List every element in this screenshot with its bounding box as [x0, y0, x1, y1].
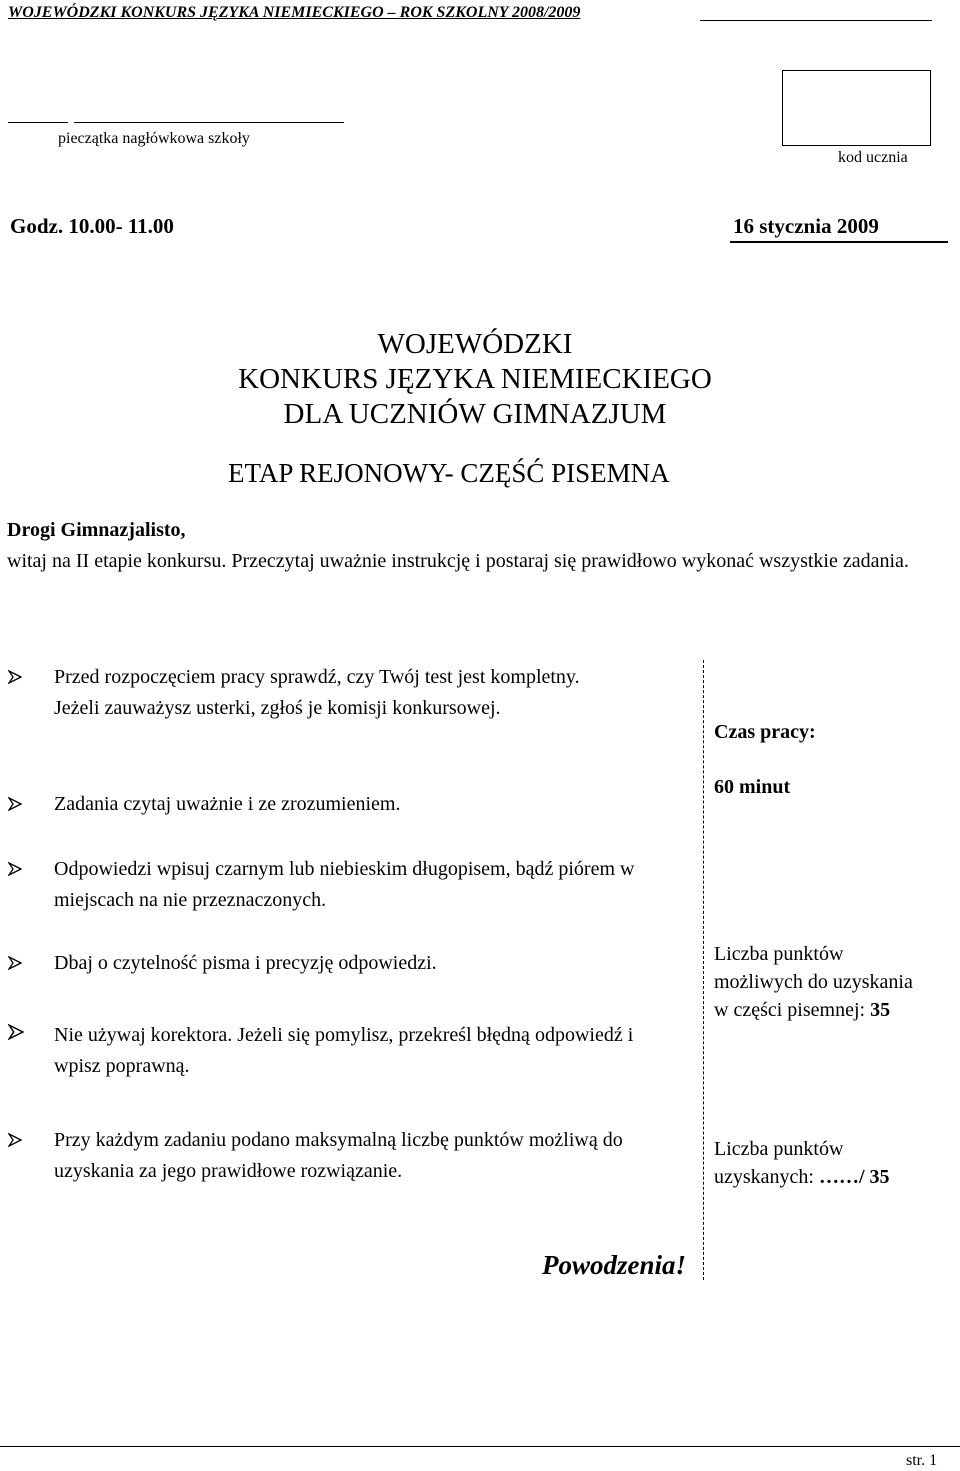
max-points-label: Liczba punktów możliwych do uzyskania w części pisemnej: — [714, 943, 913, 1021]
work-time-value: 60 minut — [714, 776, 791, 798]
arrow-bullet-icon — [8, 862, 22, 876]
good-luck-text: Powodzenia! — [542, 1250, 687, 1280]
student-code-box[interactable] — [782, 70, 931, 146]
dashed-divider — [703, 660, 704, 1280]
instruction-item: Dbaj o czytelność pisma i precyzję odpowiedzi. — [54, 952, 437, 974]
earned-points-value[interactable]: ……/ 35 — [818, 1166, 890, 1188]
arrow-bullet-icon — [8, 1024, 22, 1038]
date-underline — [730, 241, 948, 243]
work-time-label: Czas pracy: — [714, 721, 816, 743]
intro-text: witaj na II etapie konkursu. Przeczytaj uważnie instrukcję i postaraj się prawidłowo wykonać wszystkie zadania. — [7, 550, 909, 572]
contest-title — [170, 327, 780, 432]
footer-rule — [0, 1446, 960, 1447]
stamp-line — [74, 122, 344, 123]
school-stamp-label: pieczątka nagłówkowa szkoły — [58, 130, 250, 147]
arrow-bullet-icon — [8, 956, 22, 970]
arrow-bullet-icon — [8, 670, 22, 684]
page-number: str. 1 — [906, 1452, 938, 1469]
instruction-item: Zadania czytaj uważnie i ze zrozumieniem. — [54, 793, 401, 815]
earned-points-block — [714, 1135, 944, 1191]
title-line: WOJEWÓDZKI — [377, 328, 573, 360]
instruction-item: Odpowiedzi wpisuj czarnym lub niebieskim długopisem, bądź piórem w miejscach na nie przeznaczonych. — [54, 858, 635, 911]
arrow-bullet-icon — [8, 1133, 22, 1147]
arrow-bullet-icon — [8, 797, 22, 811]
max-points-value: 35 — [870, 999, 891, 1021]
exam-date: 16 stycznia 2009 — [733, 214, 879, 238]
contest-header-title: WOJEWÓDZKI KONKURS JĘZYKA NIEMIECKIEGO – ROK SZKOLNY 2008/2009 — [8, 4, 581, 21]
title-line: KONKURS JĘZYKA NIEMIECKIEGO — [238, 363, 712, 395]
greeting: Drogi Gimnazjalisto, — [7, 519, 186, 541]
header-rule — [700, 20, 932, 21]
instruction-item: Przed rozpoczęciem pracy sprawdź, czy Twój test jest kompletny. Jeżeli zauważysz usterki, zgłoś je komisji konkursowej. — [54, 666, 580, 719]
max-points-block — [714, 940, 914, 1024]
instruction-item: Nie używaj korektora. Jeżeli się pomylisz, przekreśl błędną odpowiedź i wpisz poprawną. — [54, 1024, 634, 1077]
stamp-line — [8, 122, 68, 123]
stage-subtitle: ETAP REJONOWY- CZĘŚĆ PISEMNA — [228, 458, 670, 488]
exam-time: Godz. 10.00- 11.00 — [10, 214, 174, 238]
instruction-item: Przy każdym zadaniu podano maksymalną liczbę punktów możliwą do uzyskania za jego prawidłowe rozwiązanie. — [54, 1129, 623, 1182]
earned-points-label: Liczba punktów uzyskanych: — [714, 1138, 844, 1188]
title-line: DLA UCZNIÓW GIMNAZJUM — [283, 398, 667, 430]
student-code-label: kod ucznia — [838, 149, 908, 166]
